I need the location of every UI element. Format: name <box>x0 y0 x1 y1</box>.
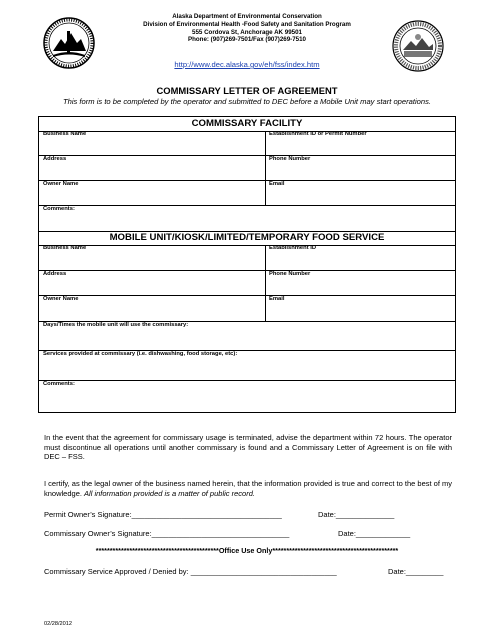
approval-date-line[interactable]: Date:_________ <box>388 567 444 576</box>
column-divider <box>265 131 266 206</box>
row-divider <box>39 155 455 156</box>
mobile-comments-field[interactable]: Comments: <box>43 381 75 387</box>
mobile-address-field[interactable]: Address <box>43 271 67 277</box>
agreement-form <box>38 116 456 413</box>
commissary-email-field[interactable]: Email <box>269 181 285 187</box>
permit-owner-date-line[interactable]: Date:______________ <box>318 510 395 519</box>
row-divider <box>39 270 455 271</box>
commissary-address-field[interactable]: Address <box>43 156 67 162</box>
mobile-establishment-id-field[interactable]: Establishment ID <box>269 245 317 251</box>
mobile-section-heading: MOBILE UNIT/KIOSK/LIMITED/TEMPORARY FOOD SERVICE <box>39 231 455 246</box>
office-use-only-banner: ********************************************Office Use Only********************************************* <box>95 546 399 555</box>
commissary-owner-name-field[interactable]: Owner Name <box>43 181 79 187</box>
row-divider <box>39 295 455 296</box>
approval-signature-line[interactable]: Commissary Service Approved / Denied by: ___________________________________ <box>44 567 337 576</box>
mobile-email-field[interactable]: Email <box>269 296 285 302</box>
website-link[interactable]: http://www.dec.alaska.gov/eh/fss/index.htm <box>174 60 320 69</box>
column-divider <box>265 245 266 321</box>
header-line: Phone: (907)269-7501/Fax (907)269-7510 <box>188 36 306 44</box>
commissary-phone-field[interactable]: Phone Number <box>269 156 311 162</box>
commissary-business-name-field[interactable]: Business Name <box>43 131 87 137</box>
mobile-owner-name-field[interactable]: Owner Name <box>43 296 79 302</box>
permit-owner-signature-line[interactable]: Permit Owner’s Signature:____________________________________ <box>44 510 282 519</box>
header-line: 555 Cordova St, Anchorage AK 99501 <box>192 28 302 36</box>
certification-statement <box>44 479 452 498</box>
row-divider <box>39 380 455 381</box>
row-divider <box>39 205 455 206</box>
commissary-owner-date-line[interactable]: Date:_____________ <box>338 529 411 538</box>
certification-text: I certify, as the legal owner of the business named herein, that the information provided is true and correct to the best of my knowledge. <box>44 479 452 498</box>
public-record-note: All information provided is a matter of public record. <box>84 488 255 498</box>
dec-logo <box>43 17 95 69</box>
row-divider <box>39 180 455 181</box>
header-line: Alaska Department of Environmental Conservation <box>172 13 322 20</box>
mobile-phone-field[interactable]: Phone Number <box>269 271 311 277</box>
commissary-owner-signature-line[interactable]: Commissary Owner’s Signature:_________________________________ <box>44 529 290 538</box>
mobile-services-field[interactable]: Services provided at commissary (i.e. dishwashing, food storage, etc): <box>43 351 238 357</box>
mobile-days-times-field[interactable]: Days/Times the mobile unit will use the commissary: <box>43 322 189 328</box>
termination-notice: In the event that the agreement for commissary usage is terminated, advise the department within 72 hours. The operator must discontinue all operations until another commissary is found and a Commissary Letter of Agreement is on file with DEC – FSS. <box>44 433 452 462</box>
state-seal-logo <box>392 20 444 72</box>
header-line: Division of Environmental Health -Food Safety and Sanitation Program <box>143 20 351 28</box>
form-subtitle: This form is to be completed by the operator and submitted to DEC before a Mobile Unit may start operations. <box>62 97 432 106</box>
commissary-comments-field[interactable]: Comments: <box>43 206 75 212</box>
form-title: COMMISSARY LETTER OF AGREEMENT <box>156 85 338 96</box>
commissary-section-heading: COMMISSARY FACILITY <box>39 117 455 132</box>
commissary-establishment-id-field[interactable]: Establishment ID or Permit Number <box>269 131 367 137</box>
revision-date: 02/28/2012 <box>44 621 72 627</box>
agency-header <box>110 13 384 44</box>
mobile-business-name-field[interactable]: Business Name <box>43 245 87 251</box>
